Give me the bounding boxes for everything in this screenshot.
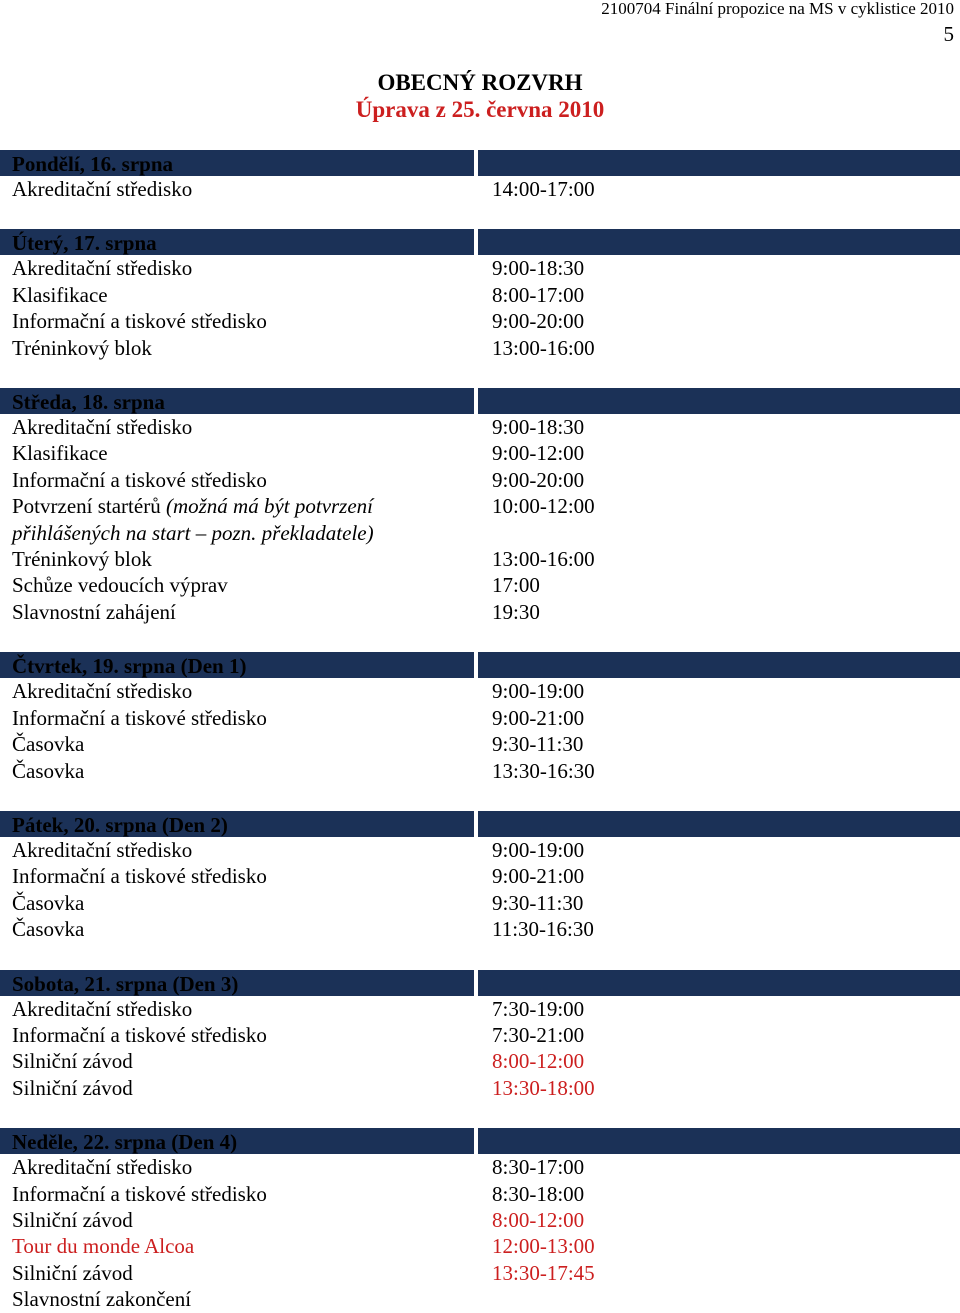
event-time: 9:00-21:00 (492, 705, 585, 730)
event-time: 9:00-18:30 (492, 415, 585, 440)
schedule-row (0, 837, 960, 863)
event-time: 8:30-18:00 (492, 1181, 585, 1206)
event-name (0, 335, 480, 361)
event-name (0, 467, 480, 493)
event-name-text: Slavnostní zahájení (12, 599, 176, 624)
event-name (0, 678, 480, 704)
event-name-text: Slavnostní zakončení (12, 1287, 192, 1312)
day-label: Úterý, 17. srpna (0, 229, 474, 255)
event-name (0, 863, 480, 889)
day-header (0, 388, 960, 414)
event-time: 8:00-12:00 (492, 1207, 585, 1232)
schedule-row (0, 996, 960, 1022)
schedule-row (0, 414, 960, 440)
event-name (0, 255, 480, 281)
event-name (0, 1075, 480, 1101)
event-name-text: Tréninkový blok (12, 335, 152, 360)
event-name-text: Silniční závod (12, 1049, 133, 1074)
event-name (0, 731, 480, 757)
event-name-text: Časovka (12, 917, 85, 942)
event-name (0, 1233, 480, 1259)
day-header-bar (478, 229, 960, 255)
event-time: 14:00-17:00 (492, 177, 595, 201)
event-name (0, 414, 480, 440)
event-name (0, 599, 480, 625)
schedule-row (0, 440, 960, 466)
schedule-row (0, 1207, 960, 1233)
day-header-bar (478, 388, 960, 414)
event-name (0, 176, 480, 202)
event-time: 13:00-16:00 (492, 547, 595, 572)
event-time: 9:00-12:00 (492, 441, 585, 466)
event-name-text: Informační a tiskové středisko (12, 705, 267, 730)
event-name-text: Akreditační středisko (12, 177, 193, 201)
schedule-row (0, 1286, 960, 1312)
day-header-bar (478, 150, 960, 176)
event-time: 7:30-21:00 (492, 1022, 585, 1047)
schedule-row (0, 758, 960, 784)
event-name (0, 996, 480, 1022)
event-name-text: Akreditační středisko (12, 837, 193, 862)
event-name-text: Informační a tiskové středisko (12, 309, 267, 334)
event-time: 9:00-20:00 (492, 309, 585, 334)
day-header-bar (478, 652, 960, 678)
event-time: 8:00-17:00 (492, 282, 585, 307)
event-time: 9:00-19:00 (492, 679, 585, 704)
schedule-row (0, 863, 960, 889)
event-name-text: Silniční závod (12, 1075, 133, 1100)
day-header-bar (478, 970, 960, 996)
day-label: Čtvrtek, 19. srpna (Den 1) (0, 652, 474, 678)
day-header (0, 150, 960, 176)
event-name-text: Informační a tiskové středisko (12, 467, 267, 492)
event-name (0, 1260, 480, 1286)
day-header (0, 1128, 960, 1154)
schedule-row (0, 467, 960, 493)
event-name (0, 705, 480, 731)
event-name-text: Informační a tiskové středisko (12, 1181, 267, 1206)
event-name (0, 1022, 480, 1048)
day-header (0, 652, 960, 678)
event-time: 8:00-12:00 (492, 1049, 585, 1074)
event-time: 17:00 (492, 573, 540, 598)
event-time: 11:30-16:30 (492, 917, 594, 942)
schedule-row (0, 335, 960, 361)
event-name-text: Akreditační středisko (12, 996, 193, 1021)
event-name-text: Tour du monde Alcoa (12, 1234, 195, 1259)
page-number: 5 (943, 22, 954, 46)
event-name-text: Akreditační středisko (12, 679, 193, 704)
day-label: Neděle, 22. srpna (Den 4) (0, 1128, 474, 1154)
revision-subtitle: Úprava z 25. června 2010 (355, 97, 605, 122)
translator-note: (možná má být potvrzení přihlášených na start – pozn. překladatele) (12, 494, 374, 545)
event-time: 8:30-17:00 (492, 1155, 585, 1180)
event-name-text: Časovka (12, 758, 85, 783)
event-name-text: Akreditační středisko (12, 1155, 193, 1180)
page-title: OBECNÝ ROZVRH (377, 70, 583, 95)
event-name-text: Potvrzení startérů (12, 494, 161, 519)
event-name (0, 308, 480, 334)
event-name-text: Schůze vedoucích výprav (12, 573, 228, 598)
event-name-text: Tréninkový blok (12, 547, 152, 572)
schedule-row (0, 493, 960, 546)
event-name-text: Akreditační středisko (12, 415, 193, 440)
event-time: 9:00-21:00 (492, 864, 585, 889)
schedule-row (0, 308, 960, 334)
schedule-row (0, 1154, 960, 1180)
event-time: 9:30-11:30 (492, 890, 584, 915)
schedule-row (0, 731, 960, 757)
event-time: 9:30-11:30 (492, 732, 584, 757)
schedule-row (0, 1233, 960, 1259)
event-name-text: Silniční závod (12, 1207, 133, 1232)
event-time: 13:30-17:45 (492, 1260, 595, 1285)
event-name (0, 572, 480, 598)
event-time: 9:00-18:30 (492, 256, 585, 281)
event-name (0, 493, 480, 546)
event-name (0, 1154, 480, 1180)
day-header (0, 811, 960, 837)
schedule-row (0, 1260, 960, 1286)
event-time (480, 1286, 492, 1312)
day-label: Pátek, 20. srpna (Den 2) (0, 811, 474, 837)
event-time: 13:00-16:00 (492, 335, 595, 360)
schedule-row (0, 1048, 960, 1074)
event-name-text: Informační a tiskové středisko (12, 864, 267, 889)
event-time: 7:30-19:00 (492, 996, 585, 1021)
event-time: 10:00-12:00 (492, 494, 595, 519)
event-name (0, 916, 480, 942)
event-time: 13:30-18:00 (492, 1075, 595, 1100)
event-name-text: Silniční závod (12, 1260, 133, 1285)
event-name (0, 1286, 480, 1312)
event-name-text: Časovka (12, 732, 85, 757)
day-header (0, 229, 960, 255)
schedule-row (0, 282, 960, 308)
day-header (0, 970, 960, 996)
schedule-row (0, 176, 960, 202)
day-label: Středa, 18. srpna (0, 388, 474, 414)
day-label: Pondělí, 16. srpna (0, 150, 474, 176)
event-name-text: Informační a tiskové středisko (12, 1022, 267, 1047)
schedule-table (0, 150, 960, 1313)
schedule-row (0, 1181, 960, 1207)
schedule-row (0, 255, 960, 281)
event-name (0, 440, 480, 466)
event-time: 13:30-16:30 (492, 758, 595, 783)
event-name-text: Časovka (12, 890, 85, 915)
event-name (0, 546, 480, 572)
event-name (0, 1181, 480, 1207)
schedule-row (0, 572, 960, 598)
event-time: 12:00-13:00 (492, 1234, 595, 1259)
schedule-row (0, 890, 960, 916)
day-label: Sobota, 21. srpna (Den 3) (0, 970, 474, 996)
schedule-row (0, 705, 960, 731)
day-header-bar (478, 1128, 960, 1154)
event-name (0, 758, 480, 784)
event-name (0, 890, 480, 916)
schedule-row (0, 916, 960, 942)
event-name-text: Klasifikace (12, 441, 108, 466)
event-name (0, 837, 480, 863)
event-time: 9:00-20:00 (492, 467, 585, 492)
document-reference: 2100704 Finální propozice na MS v cyklistice 2010 (601, 0, 954, 18)
day-header-bar (478, 811, 960, 837)
event-time: 19:30 (492, 599, 540, 624)
event-name (0, 1048, 480, 1074)
schedule-row (0, 546, 960, 572)
schedule-row (0, 1022, 960, 1048)
event-name (0, 1207, 480, 1233)
schedule-row (0, 599, 960, 625)
event-name-text: Klasifikace (12, 282, 108, 307)
event-time: 9:00-19:00 (492, 837, 585, 862)
schedule-row (0, 678, 960, 704)
schedule-row (0, 1075, 960, 1101)
event-name-text: Akreditační středisko (12, 256, 193, 281)
event-name (0, 282, 480, 308)
